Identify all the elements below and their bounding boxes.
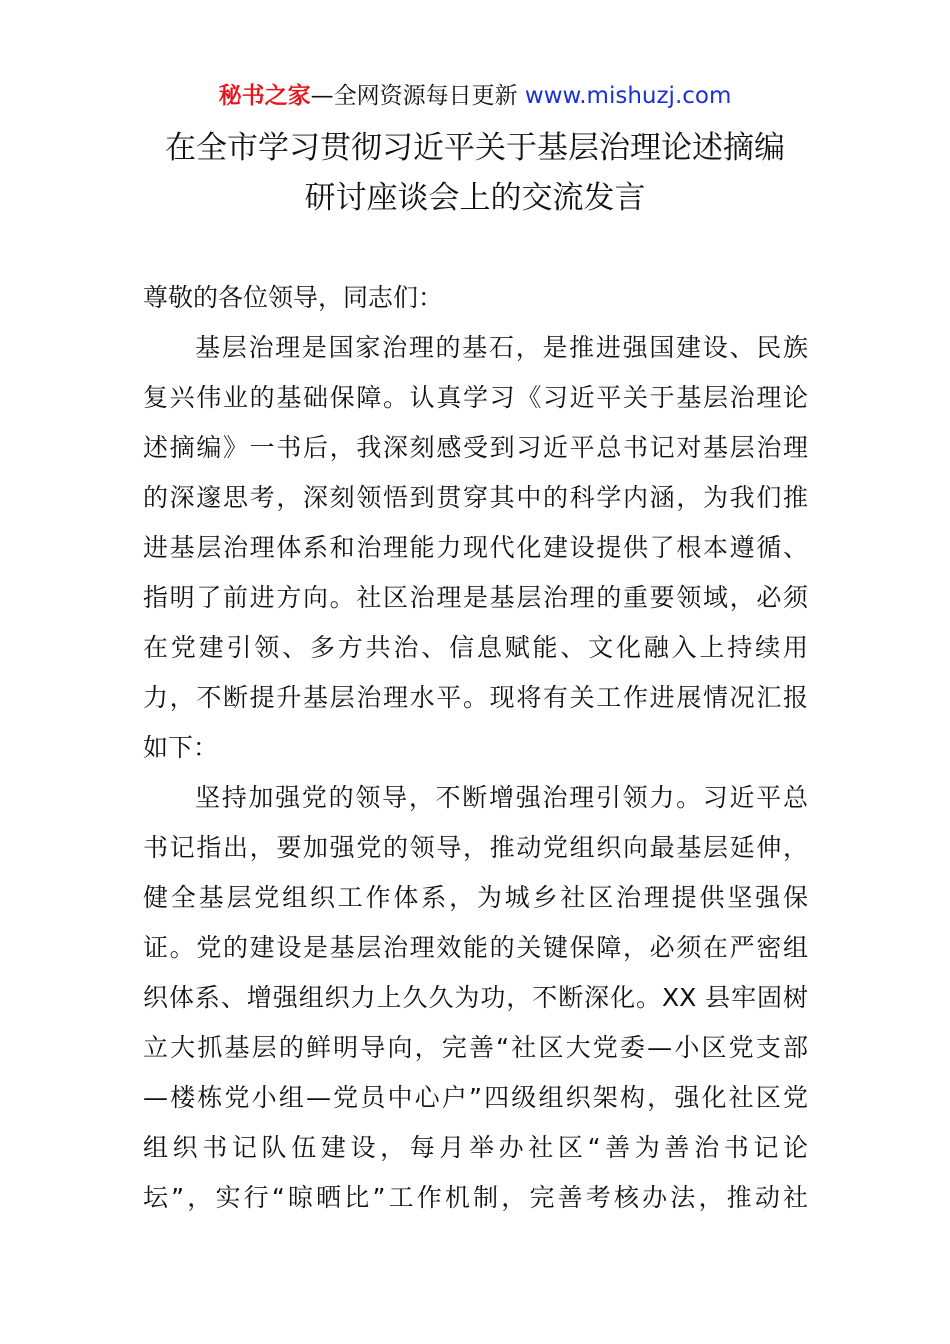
paragraph-line: 述摘编》一书后，我深刻感受到习近平总书记对基层治理 xyxy=(143,433,808,462)
paragraph-line: 进基层治理体系和治理能力现代化建设提供了根本遵循、 xyxy=(143,533,808,562)
salutation: 尊敬的各位领导，同志们： xyxy=(143,283,444,312)
paragraph-line: —楼栋党小组—党员中心户”四级组织架构，强化社区党 xyxy=(143,1083,808,1112)
site-header xyxy=(0,80,950,112)
paragraph-line: 组织书记队伍建设，每月举办社区“善为善治书记论 xyxy=(143,1133,808,1162)
paragraph-line: 力，不断提升基层治理水平。现将有关工作进展情况汇报 xyxy=(143,683,808,712)
site-tagline: —全网资源每日更新 xyxy=(310,83,525,109)
paragraph-line: 如下： xyxy=(143,733,219,762)
paragraph-line: 的深邃思考，深刻领悟到贯穿其中的科学内涵，为我们推 xyxy=(143,483,808,512)
paragraph-line: 健全基层党组织工作体系，为城乡社区治理提供坚强保 xyxy=(143,883,808,912)
paragraph-line: 书记指出，要加强党的领导，推动党组织向最基层延伸， xyxy=(143,833,808,862)
paragraph-line: 证。党的建设是基层治理效能的关键保障，必须在严密组 xyxy=(143,933,808,962)
document-title-line-1: 在全市学习贯彻习近平关于基层治理论述摘编 xyxy=(165,130,785,166)
paragraph-line: 坚持加强党的领导，不断增强治理引领力。习近平总 xyxy=(195,783,808,812)
document-body xyxy=(143,280,808,1230)
site-brand: 秘书之家 xyxy=(218,83,311,109)
document-title-line-2: 研讨座谈会上的交流发言 xyxy=(304,180,646,216)
paragraph-line: 织体系、增强组织力上久久为功，不断深化。XX 县牢固树 xyxy=(143,983,808,1012)
paragraph-line: 指明了前进方向。社区治理是基层治理的重要领域，必须 xyxy=(143,583,808,612)
paragraph-line: 坛”，实行“晾晒比”工作机制，完善考核办法，推动社 xyxy=(143,1183,808,1212)
paragraph-line: 在党建引领、多方共治、信息赋能、文化融入上持续用 xyxy=(143,633,808,662)
site-url-link[interactable]: www.mishuzj.com xyxy=(524,83,732,109)
paragraph-line: 复兴伟业的基础保障。认真学习《习近平关于基层治理论 xyxy=(143,383,808,412)
paragraph-line: 立大抓基层的鲜明导向，完善“社区大党委—小区党支部 xyxy=(143,1033,808,1062)
paragraph-line: 基层治理是国家治理的基石，是推进强国建设、民族 xyxy=(195,333,808,362)
